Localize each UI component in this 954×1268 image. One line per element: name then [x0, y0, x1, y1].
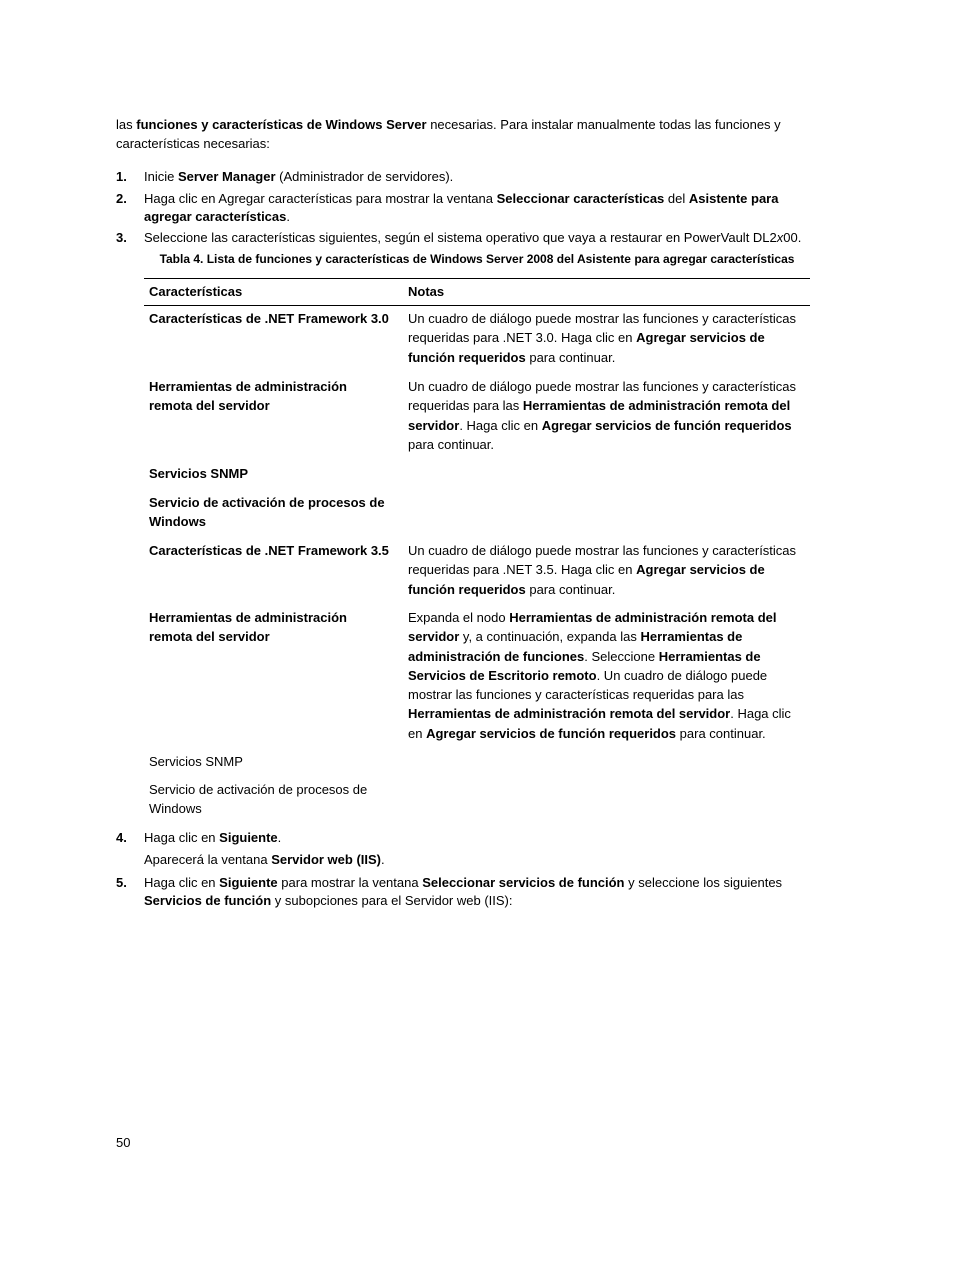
- intro-bold: funciones y características de Windows Server: [136, 117, 427, 132]
- text: 00.: [783, 230, 802, 245]
- bold-term: Seleccionar servicios de función: [422, 875, 625, 890]
- text: Aparecerá la ventana: [144, 852, 272, 867]
- text: Haga clic en: [144, 875, 220, 890]
- feature-name: Herramientas de administración remota del servidor: [149, 379, 347, 414]
- step-text: [144, 190, 812, 226]
- bold-term: Agregar servicios de función requeridos: [408, 330, 765, 365]
- step-text: [144, 829, 812, 847]
- text: Expanda el nodo: [408, 610, 510, 625]
- header-features: Características: [149, 284, 243, 299]
- intro-paragraph: [116, 115, 816, 153]
- text: para continuar.: [525, 581, 616, 597]
- feature-note: [408, 541, 804, 599]
- intro-text: las: [116, 117, 137, 132]
- bold-term: Herramientas de administración de funciones: [408, 629, 743, 664]
- feature-name: Servicio de activación de procesos de Windows: [149, 495, 385, 530]
- bold-term: Agregar servicios de función requeridos: [426, 725, 677, 741]
- bold-term: Siguiente: [219, 830, 278, 845]
- feature-name: Servicios SNMP: [149, 466, 248, 481]
- bold-term: Siguiente: [219, 875, 278, 890]
- feature-name: Herramientas de administración remota del servidor: [149, 610, 347, 645]
- feature-note: [408, 309, 804, 367]
- intro-text-end: necesarias. Para instalar manualmente todas las funciones y características necesarias:: [116, 117, 781, 151]
- text: para continuar.: [676, 725, 766, 741]
- text: Un cuadro de diálogo puede mostrar las funciones y características requeridas para .NET 3.0. Haga clic en: [408, 311, 797, 346]
- text: para mostrar la ventana: [277, 875, 423, 890]
- feature-note: [408, 608, 804, 743]
- bold-term: Herramientas de administración remota del servidor: [408, 610, 777, 645]
- text: Haga clic en Agregar características para mostrar la ventana: [144, 191, 497, 206]
- text: (Administrador de servidores).: [275, 169, 454, 184]
- text: para continuar.: [408, 436, 495, 452]
- feature-name: Características de .NET Framework 3.5: [149, 543, 389, 558]
- step-text: [144, 874, 812, 910]
- text: Inicie: [144, 169, 178, 184]
- text: para continuar.: [525, 349, 616, 365]
- features-table: [144, 278, 810, 817]
- step-text: [144, 168, 812, 186]
- bold-term: Seleccionar características: [496, 191, 665, 206]
- italic-term: x: [776, 230, 784, 245]
- text: y subopciones para el Servidor web (IIS):: [271, 893, 513, 908]
- text: .: [381, 852, 385, 867]
- text: . Seleccione: [584, 648, 659, 664]
- text: del: [664, 191, 689, 206]
- text: .: [286, 209, 290, 224]
- feature-note: [408, 377, 804, 454]
- step-number: 1.: [116, 169, 127, 184]
- bold-term: Agregar servicios de función requeridos: [541, 417, 792, 433]
- text: Seleccione las características siguientes, según el sistema operativo que vaya a restaurar en PowerVault DL2: [144, 230, 777, 245]
- bold-term: Asistente para agregar características: [144, 191, 779, 224]
- step-number: 2.: [116, 191, 127, 206]
- text: .: [277, 830, 282, 845]
- text: Un cuadro de diálogo puede mostrar las funciones y características requeridas para .NET 3.5. Haga clic en: [408, 543, 797, 578]
- header-notes: Notas: [408, 284, 445, 299]
- feature-name: Servicios SNMP: [149, 754, 243, 769]
- bold-term: Servicios de función: [144, 893, 272, 908]
- feature-name: Servicio de activación de procesos de Windows: [149, 782, 368, 817]
- bold-term: Herramientas de administración remota del servidor: [408, 398, 791, 433]
- table-caption: Tabla 4. Lista de funciones y características de Windows Server 2008 del Asistente para agregar características: [159, 252, 795, 266]
- step-text: [144, 229, 812, 247]
- bold-term: Herramientas de administración remota del servidor: [408, 706, 731, 722]
- bold-term: Servidor web (IIS): [271, 852, 382, 867]
- bold-term: Server Manager: [177, 169, 276, 184]
- page-number: 50: [116, 1135, 131, 1150]
- step-number: 3.: [116, 230, 127, 245]
- text: Haga clic en: [144, 830, 220, 845]
- text: Un cuadro de diálogo puede mostrar las funciones y características requeridas para las: [408, 379, 797, 414]
- feature-name: Características de .NET Framework 3.0: [149, 311, 389, 326]
- step-number: 5.: [116, 875, 127, 890]
- bold-term: Herramientas de Servicios de Escritorio remoto: [408, 648, 761, 683]
- text: y seleccione los siguientes: [624, 875, 783, 890]
- text: . Haga clic en: [408, 706, 791, 741]
- text: . Un cuadro de diálogo puede mostrar las funciones y características requeridas para las: [408, 667, 768, 703]
- step-number: 4.: [116, 830, 127, 845]
- bold-term: Agregar servicios de función requeridos: [408, 562, 765, 597]
- text: . Haga clic en: [459, 417, 542, 433]
- text: y, a continuación, expanda las: [459, 629, 641, 645]
- step-4-result: [144, 851, 385, 869]
- table-header: [144, 279, 810, 306]
